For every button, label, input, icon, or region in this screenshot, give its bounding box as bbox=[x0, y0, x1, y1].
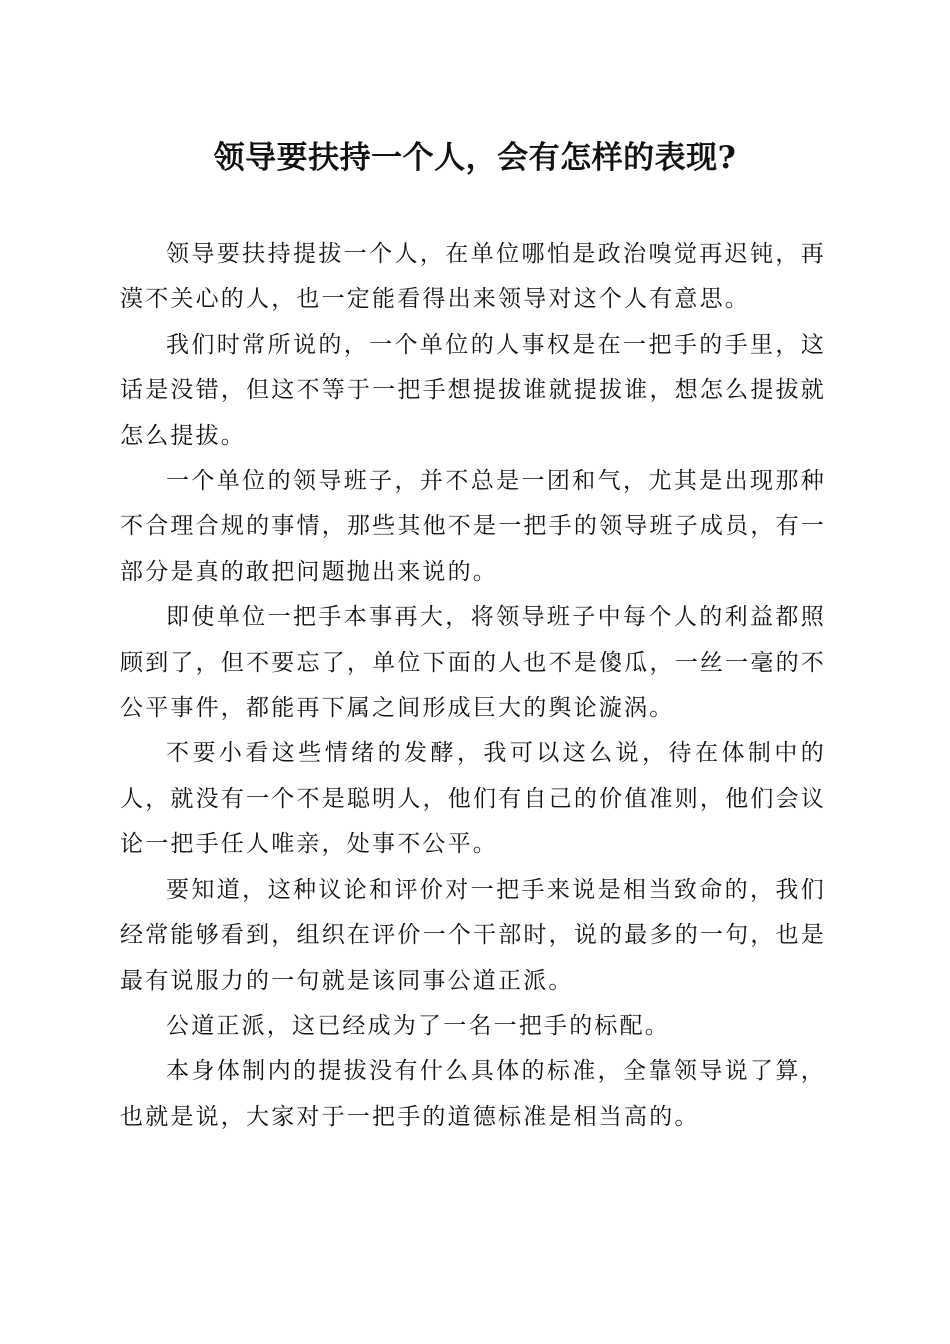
paragraph-1: 领导要扶持提拔一个人，在单位哪怕是政治嗅觉再迟钝，再漠不关心的人，也一定能看得出来领导对这个人有意思。 bbox=[120, 241, 826, 313]
paragraph-5: 不要小看这些情绪的发酵，我可以这么说，待在体制中的人，就没有一个不是聪明人，他们有自己的价值准则，他们会议论一把手任人唯亲，处事不公平。 bbox=[120, 740, 826, 858]
paragraph-2: 我们时常所说的，一个单位的人事权是在一把手的手里，这话是没错，但这不等于一把手想提拔谁就提拔谁，想怎么提拔就怎么提拔。 bbox=[120, 331, 826, 449]
paragraph-6: 要知道，这种议论和评价对一把手来说是相当致命的，我们经常能够看到，组织在评价一个干部时，说的最多的一句，也是最有说服力的一句就是该同事公道正派。 bbox=[120, 876, 826, 994]
paragraph-4: 即使单位一把手本事再大，将领导班子中每个人的利益都照顾到了，但不要忘了，单位下面的人也不是傻瓜，一丝一毫的不公平事件，都能再下属之间形成巨大的舆论漩涡。 bbox=[120, 604, 826, 722]
document-body bbox=[120, 232, 826, 1140]
paragraph-8: 本身体制内的提拔没有什么具体的标准，全靠领导说了算，也就是说，大家对于一把手的道德标准是相当高的。 bbox=[120, 1058, 826, 1130]
paragraph-3: 一个单位的领导班子，并不总是一团和气，尤其是出现那种不合理合规的事情，那些其他不是一把手的领导班子成员，有一部分是真的敢把问题抛出来说的。 bbox=[120, 468, 826, 585]
paragraph-7: 公道正派，这已经成为了一名一把手的标配。 bbox=[166, 1012, 670, 1039]
document-title: 领导要扶持一个人，会有怎样的表现? bbox=[213, 140, 737, 176]
